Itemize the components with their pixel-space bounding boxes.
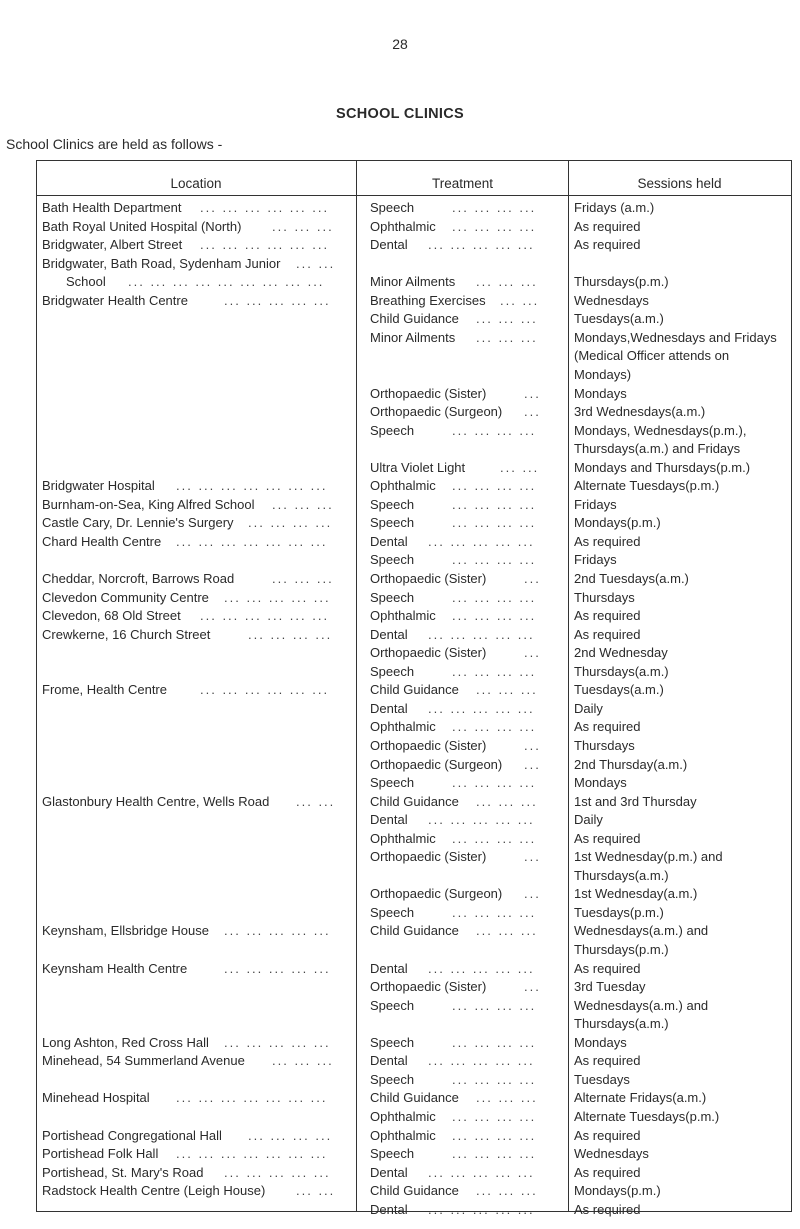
sessions-cell: Tuesdays(a.m.) [574,682,664,698]
leader-dots: ... [524,886,541,902]
location-cell: Castle Cary, Dr. Lennie's Surgery [42,515,234,531]
sessions-cell: (Medical Officer attends on [574,348,730,364]
treatment-cell: Dental [370,1053,408,1069]
leader-dots: ... ... ... [476,682,538,698]
sessions-cell: Mondays, Wednesdays(p.m.), [574,422,747,438]
location-cell: Burnham-on-Sea, King Alfred School [42,496,255,512]
sessions-cell: Thursdays(a.m.) and Fridays [574,441,741,457]
location-cell: Bath Health Department [42,200,182,215]
column-divider-2 [568,160,569,1211]
treatment-cell: Speech [370,1071,415,1087]
leader-dots: ... ... ... ... [452,1108,537,1124]
treatment-cell: Ophthalmic [370,218,436,234]
treatment-cell: Ophthalmic [370,1108,436,1124]
treatment-cell: Speech [370,1146,415,1162]
leader-dots: ... ... ... ... ... [428,1164,535,1180]
treatment-cell: Child Guidance [370,1183,459,1199]
sessions-cell: As required [574,608,641,624]
leader-dots: ... ... ... [476,923,538,939]
treatment-cell: Dental [370,533,408,549]
treatment-cell: Ophthalmic [370,830,436,846]
location-cell: Bridgwater, Bath Road, Sydenham Junior [42,255,281,271]
leader-dots: ... ... [500,459,540,475]
leader-dots: ... ... ... ... ... [428,1053,535,1069]
sessions-cell: Thursdays(a.m.) [574,867,669,883]
leader-dots: ... ... ... ... ... [428,237,535,253]
treatment-cell: Speech [370,663,415,679]
leader-dots: ... ... ... ... ... ... ... [176,1090,328,1106]
leader-dots: ... ... ... ... ... [428,533,535,549]
leader-dots: ... ... ... ... ... ... [200,608,330,624]
treatment-cell: Orthopaedic (Sister) [370,571,487,586]
location-cell: Cheddar, Norcroft, Barrows Road [42,571,235,586]
sessions-cell: Fridays [574,552,617,568]
sessions-cell: Mondays [574,1034,627,1050]
treatment-cell: Ophthalmic [370,478,436,494]
leader-dots: ... ... ... ... [452,1127,537,1143]
leader-dots: ... ... [296,1183,336,1199]
treatment-cell: Orthopaedic (Sister) [370,737,487,753]
leader-dots: ... ... ... ... [452,830,537,846]
treatment-cell: Breathing Exercises [370,292,486,308]
treatment-cell: Orthopaedic (Sister) [370,385,487,401]
treatment-cell: Orthopaedic (Surgeon) [370,886,503,902]
treatment-cell: Ultra Violet Light [370,459,466,475]
location-cell: Portishead Congregational Hall [42,1127,222,1143]
location-cell: Keynsham Health Centre [42,960,188,976]
sessions-cell: Alternate Tuesdays(p.m.) [574,1108,720,1124]
location-cell: Glastonbury Health Centre, Wells Road [42,793,270,809]
treatment-cell: Child Guidance [370,923,459,939]
leader-dots: ... ... ... ... [452,422,537,438]
leader-dots: ... ... ... ... ... [224,1034,331,1050]
leader-dots: ... [524,385,541,401]
leader-dots: ... ... ... [476,311,538,327]
treatment-cell: Dental [370,960,408,976]
treatment-cell: Speech [370,496,415,512]
header-divider [36,195,792,196]
leader-dots: ... ... ... ... [452,496,537,512]
location-cell: School [66,274,106,290]
leader-dots: ... [524,645,541,661]
leader-dots: ... ... ... [272,218,334,234]
sessions-cell: 2nd Wednesday [574,645,668,661]
leader-dots: ... ... ... ... [248,515,333,531]
leader-dots: ... ... ... ... [248,626,333,642]
sessions-cell: Mondays(p.m.) [574,1183,661,1199]
leader-dots: ... ... ... ... [452,719,537,735]
leader-dots: ... ... ... ... ... ... ... [176,478,328,494]
leader-dots: ... ... ... [476,1090,538,1106]
leader-dots: ... ... ... ... ... [428,812,535,828]
treatment-cell: Child Guidance [370,682,459,698]
leader-dots: ... ... [500,292,540,308]
leader-dots: ... ... ... [272,496,334,512]
sessions-cell: Mondays [574,385,627,401]
location-cell: Radstock Health Centre (Leigh House) [42,1183,266,1199]
sessions-cell: Mondays and Thursdays(p.m.) [574,459,751,475]
leader-dots: ... ... ... ... ... [428,626,535,642]
sessions-cell: Mondays [574,775,627,791]
treatment-cell: Ophthalmic [370,1127,436,1143]
leader-dots: ... ... ... ... ... [428,960,535,976]
location-cell: Crewkerne, 16 Church Street [42,626,211,642]
treatment-cell: Orthopaedic (Surgeon) [370,756,503,772]
location-cell: Keynsham, Ellsbridge House [42,923,209,939]
sessions-cell: Mondays) [574,366,632,382]
leader-dots: ... ... ... ... ... [224,292,331,308]
sessions-cell: 3rd Tuesday [574,979,646,995]
sessions-cell: Thursdays [574,737,635,753]
leader-dots: ... ... ... ... ... ... [200,237,330,253]
leader-dots: ... ... ... ... [452,218,537,234]
treatment-cell: Minor Ailments [370,274,456,290]
location-cell: Frome, Health Centre [42,682,167,698]
treatment-cell: Speech [370,515,415,531]
sessions-cell: Tuesdays(p.m.) [574,904,664,920]
leader-dots: ... ... ... ... ... [224,923,331,939]
leader-dots: ... ... ... ... [248,1127,333,1143]
location-cell: Long Ashton, Red Cross Hall [42,1034,209,1050]
sessions-cell: 1st Wednesday(a.m.) [574,886,698,902]
treatment-cell: Speech [370,904,415,920]
leader-dots: ... ... ... ... ... ... ... ... ... [128,274,325,290]
leader-dots: ... [524,979,541,995]
leader-dots: ... ... ... ... [452,997,537,1013]
treatment-cell: Child Guidance [370,1090,459,1106]
sessions-cell: Fridays (a.m.) [574,200,655,215]
location-cell: Minehead, 54 Summerland Avenue [42,1053,245,1069]
treatment-cell: Dental [370,1201,408,1217]
sessions-cell: Fridays [574,496,617,512]
sessions-cell: As required [574,626,641,642]
treatment-cell: Speech [370,1034,415,1050]
treatment-cell: Dental [370,700,408,716]
sessions-cell: As required [574,830,641,846]
leader-dots: ... [524,849,541,865]
sessions-cell: Thursdays [574,589,635,605]
leader-dots: ... ... ... ... ... [224,1164,331,1180]
location-cell: Chard Health Centre [42,533,162,549]
sessions-cell: Alternate Tuesdays(p.m.) [574,478,720,494]
location-cell: Bath Royal United Hospital (North) [42,218,242,234]
leader-dots: ... ... ... ... [452,904,537,920]
treatment-cell: Orthopaedic (Sister) [370,645,487,661]
leader-dots: ... ... ... [476,793,538,809]
treatment-cell: Dental [370,626,408,642]
leader-dots: ... [524,737,541,753]
leader-dots: ... ... ... ... ... [428,1201,535,1217]
location-cell: Bridgwater, Albert Street [42,237,183,253]
treatment-cell: Orthopaedic (Sister) [370,849,487,865]
sessions-cell: As required [574,218,641,234]
sessions-cell: 1st and 3rd Thursday [574,793,697,809]
treatment-cell: Orthopaedic (Surgeon) [370,404,503,420]
sessions-cell: 1st Wednesday(p.m.) and [574,849,723,865]
sessions-cell: Thursdays(p.m.) [574,274,669,290]
treatment-cell: Child Guidance [370,793,459,809]
sessions-cell: Thursdays(a.m.) [574,663,669,679]
treatment-cell: Orthopaedic (Sister) [370,979,487,995]
location-cell: Portishead Folk Hall [42,1146,159,1162]
leader-dots: ... ... ... ... ... ... [200,682,330,698]
header-treatment: Treatment [431,176,494,191]
sessions-cell: As required [574,533,641,549]
treatment-cell: Speech [370,422,415,438]
page-number: 28 [392,36,408,52]
sessions-cell: As required [574,1201,641,1217]
location-cell: Minehead Hospital [42,1090,150,1106]
location-cell: Portishead, St. Mary's Road [42,1164,204,1180]
sessions-cell: 3rd Wednesdays(a.m.) [574,404,706,420]
sessions-cell: Wednesdays(a.m.) and [574,923,709,939]
page-title: SCHOOL CLINICS [336,106,464,122]
sessions-cell: Daily [574,700,603,716]
sessions-cell: Alternate Fridays(a.m.) [574,1090,707,1106]
treatment-cell: Speech [370,997,415,1013]
sessions-cell: Daily [574,812,603,828]
leader-dots: ... ... [296,255,336,271]
sessions-cell: Thursdays(p.m.) [574,942,669,957]
treatment-cell: Speech [370,589,415,605]
sessions-cell: Wednesdays [574,292,649,308]
leader-dots: ... ... ... ... ... [224,589,331,605]
leader-dots: ... ... ... ... [452,775,537,791]
sessions-cell: Tuesdays [574,1071,630,1087]
leader-dots: ... ... ... [476,1183,538,1199]
leader-dots: ... [524,404,541,420]
leader-dots: ... ... ... ... [452,515,537,531]
leader-dots: ... ... ... ... [452,1146,537,1162]
sessions-cell: 2nd Thursday(a.m.) [574,756,688,772]
location-cell: Bridgwater Hospital [42,478,155,494]
treatment-cell: Minor Ailments [370,329,456,345]
treatment-cell: Speech [370,552,415,568]
sessions-cell: Mondays,Wednesdays and Fridays [574,329,777,345]
treatment-cell: Child Guidance [370,311,459,327]
header-sessions: Sessions held [637,176,722,191]
treatment-cell: Speech [370,775,415,791]
leader-dots: ... ... ... ... [452,589,537,605]
location-cell: Bridgwater Health Centre [42,292,188,308]
location-cell: Clevedon Community Centre [42,589,209,605]
leader-dots: ... ... ... [272,1053,334,1069]
sessions-cell: As required [574,719,641,735]
location-cell: Clevedon, 68 Old Street [42,608,181,624]
treatment-cell: Ophthalmic [370,719,436,735]
treatment-cell: Dental [370,812,408,828]
leader-dots: ... ... ... ... ... ... [200,200,330,215]
treatment-cell: Speech [370,200,415,215]
sessions-cell: As required [574,1164,641,1180]
sessions-cell: 2nd Tuesdays(a.m.) [574,571,689,586]
sessions-cell: As required [574,237,641,253]
sessions-cell: Mondays(p.m.) [574,515,661,531]
leader-dots: ... [524,571,541,586]
leader-dots: ... [524,756,541,772]
leader-dots: ... ... ... ... ... ... ... [176,1146,328,1162]
intro-text: School Clinics are held as follows - [6,136,223,152]
sessions-cell: Thursdays(a.m.) [574,1016,669,1032]
header-location: Location [170,176,222,191]
sessions-cell: As required [574,1127,641,1143]
leader-dots: ... ... ... ... [452,552,537,568]
leader-dots: ... ... ... [272,571,334,586]
leader-dots: ... ... ... ... [452,478,537,494]
leader-dots: ... ... ... [476,329,538,345]
sessions-cell: Wednesdays [574,1146,649,1162]
leader-dots: ... ... ... ... [452,663,537,679]
leader-dots: ... ... ... [476,274,538,290]
sessions-cell: As required [574,1053,641,1069]
leader-dots: ... ... ... ... ... [224,960,331,976]
sessions-cell: Wednesdays(a.m.) and [574,997,709,1013]
leader-dots: ... ... ... ... ... ... ... [176,533,328,549]
sessions-cell: Tuesdays(a.m.) [574,311,664,327]
leader-dots: ... ... ... ... [452,1071,537,1087]
leader-dots: ... ... ... ... [452,1034,537,1050]
leader-dots: ... ... ... ... ... [428,700,535,716]
treatment-cell: Ophthalmic [370,608,436,624]
sessions-cell: As required [574,960,641,976]
column-divider-1 [356,160,357,1211]
leader-dots: ... ... ... ... [452,608,537,624]
leader-dots: ... ... ... ... [452,200,537,215]
leader-dots: ... ... [296,793,336,809]
treatment-cell: Dental [370,237,408,253]
treatment-cell: Dental [370,1164,408,1180]
